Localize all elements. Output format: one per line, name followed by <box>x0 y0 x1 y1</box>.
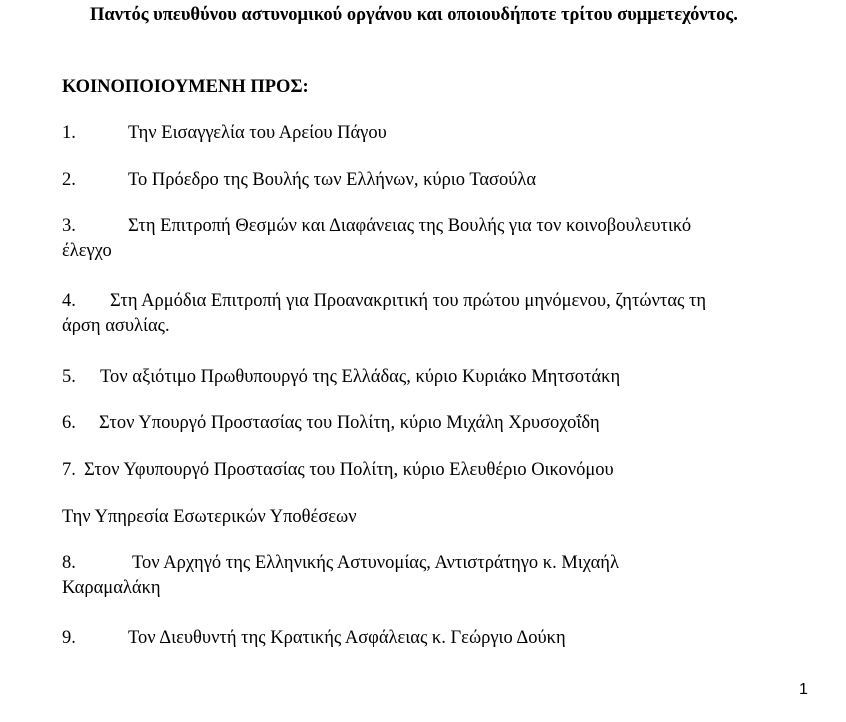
item-text-continuation: έλεγχο <box>62 241 112 261</box>
item-text-continuation: άρση ασυλίας. <box>62 316 170 336</box>
item-text: Τον Διευθυντή της Κρατικής Ασφάλειας κ. Γεώργιο Δούκη <box>128 628 566 648</box>
item-text: Το Πρόεδρο της Βουλής των Ελλήνων, κύριο Τασούλα <box>128 170 537 190</box>
item-number: 7. <box>62 460 76 480</box>
item-text: Τον αξιότιμο Πρωθυπουργό της Ελλάδας, κύριο Κυριάκο Μητσοτάκη <box>100 367 621 387</box>
list-item <box>62 626 817 651</box>
page-number: 1 <box>799 681 808 698</box>
item-number: 9. <box>62 628 76 648</box>
recipients-heading: ΚΟΙΝΟΠΟΙΟΥΜΕΝΗ ΠΡΟΣ: <box>62 77 309 97</box>
item-text-continuation: Καραμαλάκη <box>62 578 161 598</box>
list-item <box>62 411 817 436</box>
item-text: Στον Υπουργό Προστασίας του Πολίτη, κύριο Μιχάλη Χρυσοχοΐδη <box>99 413 600 433</box>
list-item <box>62 121 817 146</box>
item-number: 3. <box>62 216 76 236</box>
list-item <box>62 551 817 601</box>
item-number: 1. <box>62 123 76 143</box>
item-number: 2. <box>62 170 76 190</box>
list-item <box>62 289 817 339</box>
list-item <box>62 168 817 193</box>
item-text: Στον Υφυπουργό Προστασίας του Πολίτη, κύριο Ελευθέριο Οικονόμου <box>84 460 614 480</box>
item-text: Τον Αρχηγό της Ελληνικής Αστυνομίας, Αντιστράτηγο κ. Μιχαήλ <box>132 553 619 573</box>
internal-affairs-line: Την Υπηρεσία Εσωτερικών Υποθέσεων <box>62 507 357 527</box>
item-number: 6. <box>62 413 76 433</box>
item-text: Στη Αρμόδια Επιτροπή για Προανακριτική του πρώτου μηνόμενου, ζητώντας τη <box>110 291 707 311</box>
intro-paragraph: Παντός υπευθύνου αστυνομικού οργάνου και οποιουδήποτε τρίτου συμμετεχόντος. <box>90 5 738 25</box>
item-number: 8. <box>62 553 76 573</box>
list-item <box>62 458 817 483</box>
item-text: Στη Επιτροπή Θεσμών και Διαφάνειας της Βουλής για τον κοινοβουλευτικό <box>128 216 692 236</box>
item-number: 4. <box>62 291 76 311</box>
item-text: Την Εισαγγελία του Αρείου Πάγου <box>128 123 387 143</box>
item-number: 5. <box>62 367 76 387</box>
list-item <box>62 214 817 264</box>
list-item <box>62 365 817 390</box>
